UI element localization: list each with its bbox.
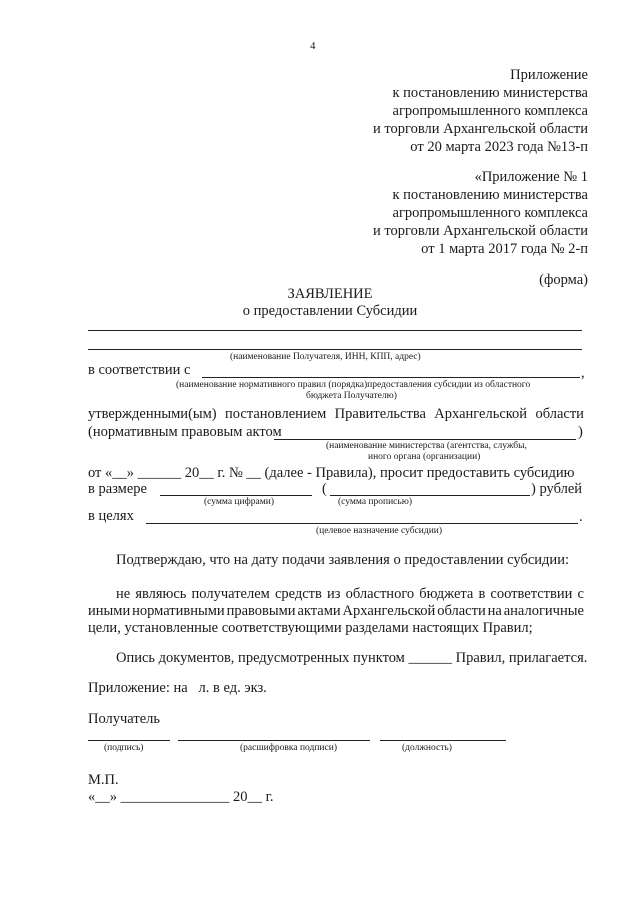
inventory-text: Опись документов, предусмотренных пунктом ______ Правил, прилагается. [116,650,588,666]
appendix-original [373,168,588,258]
amount-open-paren: ( [322,481,327,497]
normative-act-input-line[interactable] [274,439,576,440]
form-title: ЗАЯВЛЕНИЕ [287,286,373,302]
regulation-input-line[interactable] [202,377,580,378]
sig-caption-decoding: (расшифровка подписи) [240,743,337,753]
appendix-original-line: «Приложение № 1 [474,169,588,185]
appendix-header-line: к постановлению министерства [392,85,588,101]
word: Архангельской [434,406,528,422]
regulation-caption-2: бюджета Получателю) [306,391,397,401]
purpose-period: . [579,509,583,525]
word: бюджета [419,586,474,602]
normative-act-suffix: ) [578,424,583,440]
amount-digits-input-line[interactable] [160,495,312,496]
recipient-label: Получатель [88,711,160,727]
appendix-original-line: к постановлению министерства [392,187,588,203]
confirm-text: Подтверждаю, что на дату подачи заявления о предоставлении субсидии: [116,552,569,568]
date-line[interactable]: от «__» ______ 20__ г. № __ (далее - Правила), просит предоставить субсидию [88,465,575,481]
appendix-header-line: Приложение [510,67,588,83]
word: на [487,603,502,619]
amount-prefix: в размере [88,481,147,497]
recipient-line-2[interactable] [88,349,582,350]
amount-digits-caption: (сумма цифрами) [204,497,274,507]
word: в [478,586,486,602]
form-subtitle: о предоставлении Субсидии [242,303,418,319]
word: утвержденными(ым) [88,406,217,422]
word: получателем [191,586,270,602]
sig-caption-signature: (подпись) [104,743,144,753]
accordance-prefix: в соответствии с [88,362,191,378]
amount-words-caption: (сумма прописью) [338,497,412,507]
word: иными [88,603,131,619]
word: не [116,586,131,602]
final-date[interactable]: «__» _______________ 20__ г. [88,789,274,805]
signature-decoding-input-line[interactable] [178,740,370,741]
attachment-text: Приложение: на л. в ед. экз. [88,680,267,696]
word: средств [274,586,322,602]
purpose-caption: (целевое назначение субсидии) [316,526,443,536]
amount-suffix: ) рублей [531,481,583,497]
purpose-input-line[interactable] [146,523,578,524]
word: постановлением [225,406,327,422]
position-input-line[interactable] [380,740,506,741]
word: с [577,586,584,602]
form-mark: (форма) [539,272,588,288]
word: правовыми [226,603,296,619]
appendix-original-line: от 1 марта 2017 года № 2-п [421,241,588,257]
purpose-prefix: в целях [88,508,134,524]
appendix-original-line: агропромышленного комплекса [392,205,588,221]
word: областного [345,586,415,602]
word: Правительства [334,406,426,422]
appendix-header-line: от 20 марта 2023 года №13-п [410,139,588,155]
word: области [437,603,486,619]
not-recipient-line-2 [88,603,584,620]
word: нормативными [132,603,225,619]
ministry-caption: (наименование министерства (агентства, службы, [326,441,527,451]
sig-caption-position: (должность) [402,743,452,753]
appendix-header-line: агропромышленного комплекса [392,103,588,119]
not-recipient-line-3: цели, установленные соответствующими разделами настоящих Правил; [88,620,533,636]
accordance-comma: , [581,365,585,381]
appendix-header-line: и торговли Архангельской области [372,121,588,137]
word: актами [297,603,341,619]
signature-input-line[interactable] [88,740,170,741]
approved-line [88,406,584,423]
word: аналогичные [503,603,584,619]
appendix-original-line: и торговли Архангельской области [372,223,588,239]
recipient-line-1[interactable] [88,330,582,331]
word: Архангельской [342,603,436,619]
word: области [535,406,584,422]
word: соответствии [490,586,573,602]
normative-act-prefix: (нормативным правовым актом [88,424,282,440]
regulation-caption: (наименование нормативного правил (порядка)предоставления субсидии из областного [176,380,531,390]
recipient-caption: (наименование Получателя, ИНН, КПП, адрес) [230,352,421,362]
amount-words-input-line[interactable] [330,495,530,496]
stamp-label: М.П. [88,772,119,788]
not-recipient-line-1 [116,586,584,603]
word: из [326,586,341,602]
word: являюсь [135,586,187,602]
page-number: 4 [310,40,316,52]
ministry-caption-2: иного органа (организации) [368,452,481,462]
appendix-header [373,66,588,156]
